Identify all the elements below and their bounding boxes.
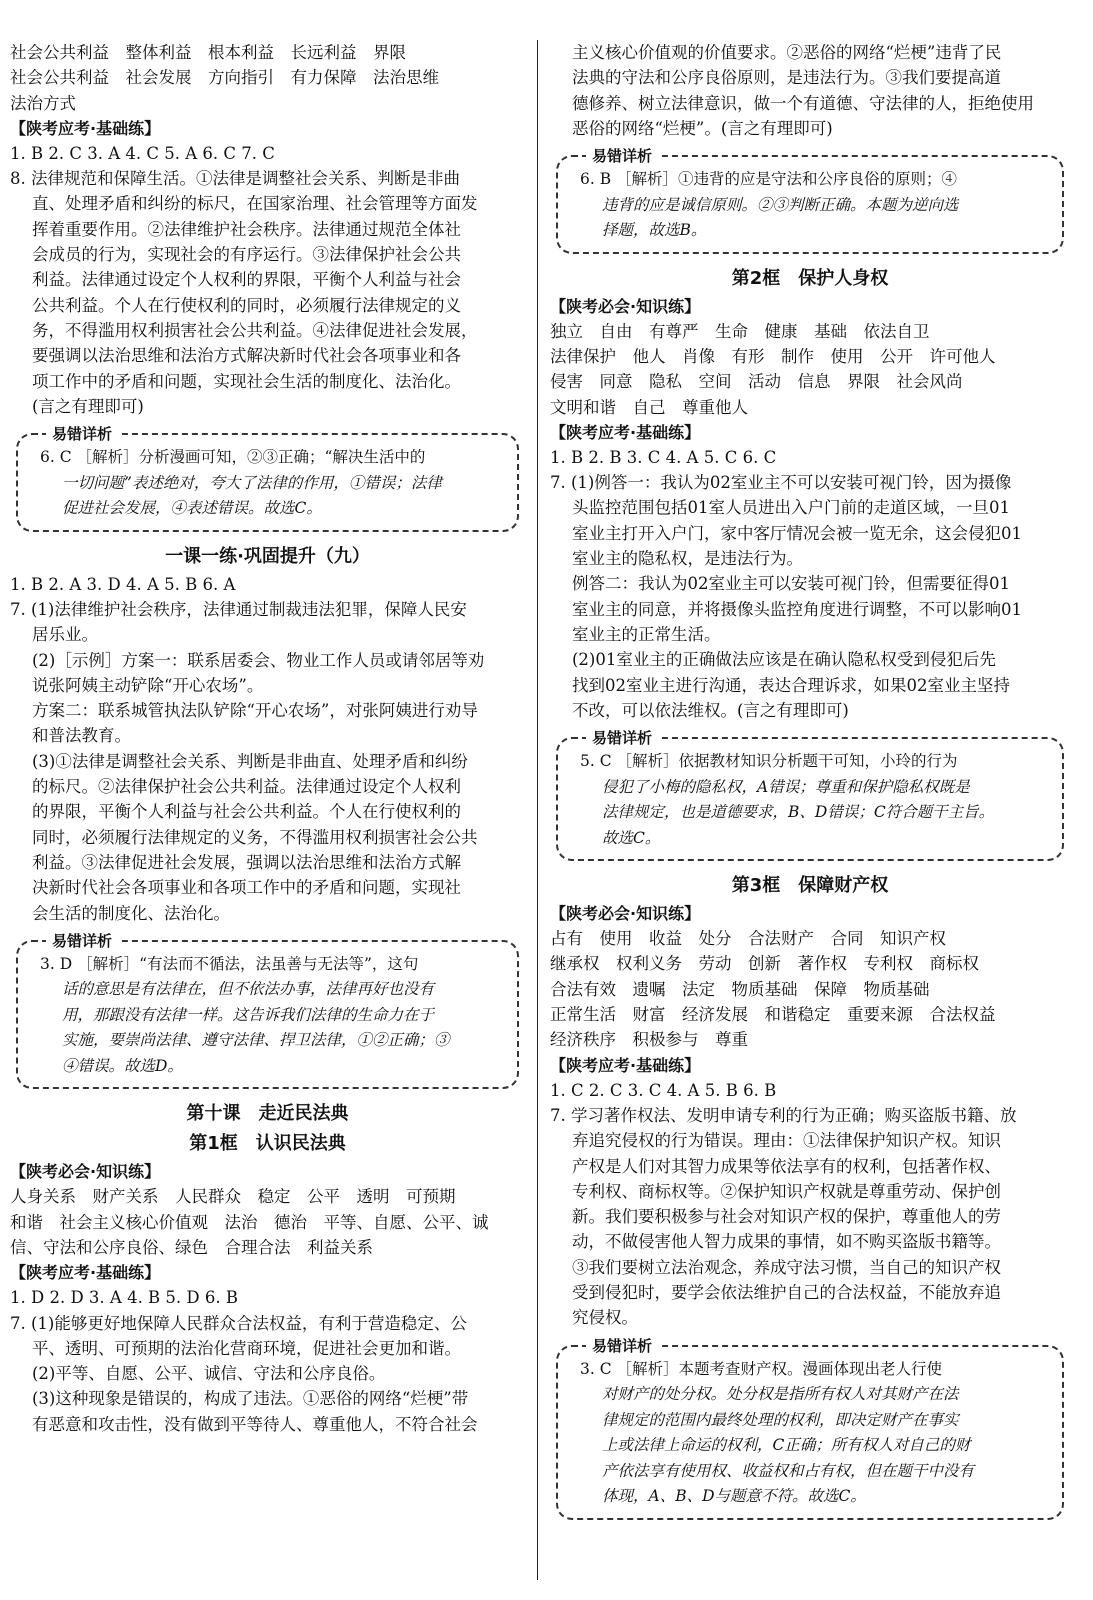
answer-line: 1. B 2. A 3. D 4. A 5. B 6. A [10, 574, 236, 594]
answer-text-line: 找到02室业主进行沟通，表达合理诉求，如果02室业主坚持 [572, 675, 1010, 695]
keyword-line: 人身关系 财产关系 人民群众 稳定 公平 透明 可预期 [10, 1187, 456, 1207]
answer-text-line: 头监控范围包括01室人员进出入户门前的走道区域，一旦01 [572, 498, 1010, 518]
answer-text-line: 务，不得滥用权利损害社会公共利益。④法律促进社会发展， [32, 320, 478, 340]
left-column [10, 40, 525, 1437]
answer-text-line: 的界限，平衡个人利益与社会公共利益。个人在行使权利的 [32, 802, 461, 822]
section-heading: 一课一练·巩固提升（九） [165, 545, 370, 567]
answer-text-line: (2)平等、自愿、公平、诚信、守法和公序良俗。 [32, 1364, 386, 1384]
section-label: 【陕考必会·知识练】 [10, 1162, 161, 1182]
answer-text-line: 新。我们要积极参与社会对知识产权的保护，尊重他人的劳 [572, 1207, 1001, 1227]
box-line: ④错误。故选D。 [62, 1056, 183, 1075]
keyword-line: 继承权 权利义务 劳动 创新 著作权 专利权 商标权 [550, 954, 979, 974]
box-line: 6. B ［解析］①违背的应是守法和公序良俗的原则；④ [580, 170, 958, 189]
section-label: 【陕考应考·基础练】 [550, 422, 701, 442]
box-line: 侵犯了小梅的隐私权，A错误；尊重和保护隐私权既是 [602, 777, 970, 796]
column-divider [537, 40, 538, 1580]
answer-text-line: 弃追究侵权的行为错误。理由：①法律保护知识产权。知识 [572, 1131, 1001, 1151]
box-line: 话的意思是有法律在，但不依法办事，法律再好也没有 [62, 980, 435, 999]
box-line: 法律规定，也是道德要求，B、D错误；C符合题干主旨。 [602, 803, 995, 822]
answer-text-line: 室业主的正常生活。 [572, 624, 721, 644]
box-line: 律规定的范围内最终处理的权利，即决定财产在事实 [602, 1410, 959, 1429]
answer-line: 1. B 2. B 3. C 4. A 5. C 6. C [550, 447, 777, 467]
answer-text-line: (2)01室业主的正确做法应该是在确认隐私权受到侵犯后先 [572, 650, 996, 670]
answer-text-line: (言之有理即可) [32, 396, 144, 416]
answer-text-line: 受到侵犯时，要学会依法维护自己的合法权益，不能放弃追 [572, 1283, 1001, 1302]
box-line: 实施，要崇尚法律、遵守法律、捍卫法律，①②正确；③ [62, 1031, 450, 1050]
answer-text-line: 会成员的行为，实现社会的有序运行。③法律保护社会公共 [32, 245, 461, 265]
keyword-line: 经济秩序 积极参与 尊重 [550, 1030, 748, 1050]
box-line: 用，那跟没有法律一样。这告诉我们法律的生命力在于 [62, 1005, 435, 1024]
answer-text-line: 8. 法律规范和保障生活。①法律是调整社会关系、判断是非曲 [10, 169, 460, 189]
answer-text-line: 究侵权。 [572, 1308, 638, 1328]
answer-text-line: 恶俗的网络“烂梗”。(言之有理即可) [572, 118, 833, 138]
answer-text-line: 不改，可以依法维权。(言之有理即可) [572, 700, 849, 720]
right-column [550, 40, 1070, 1530]
answer-text-line: 平、透明、可预期的法治化营商环境，促进社会更加和谐。 [32, 1338, 461, 1358]
box-title: 易错详析 [586, 145, 658, 166]
lesson-heading: 第十课 走近民法典 [186, 1103, 349, 1125]
error-analysis-box [556, 1336, 1064, 1520]
answer-text-line: 动，不做侵害他人智力成果的事情，如不购买盗版书籍等。 [572, 1232, 1001, 1252]
answer-text-line: 7. (1)例答一：我认为02室业主不可以安装可视门铃，因为摄像 [550, 473, 1012, 493]
section-label: 【陕考应考·基础练】 [10, 1263, 161, 1283]
answer-text-line: 专利权、商标权等。②保护知识产权就是尊重劳动、保护创 [572, 1181, 1001, 1201]
answer-text-line: 决新时代社会各项事业和各项工作中的矛盾和问题，实现社 [32, 878, 461, 898]
answer-text-line: 7. 学习著作权法、发明申请专利的行为正确；购买盗版书籍、放 [550, 1105, 1017, 1125]
frame-heading: 第2框 保护人身权 [731, 267, 889, 289]
answer-text-line: 有恶意和攻击性，没有做到平等待人、尊重他人，不符合社会 [32, 1414, 478, 1434]
answer-line: 1. B 2. C 3. A 4. C 5. A 6. C 7. C [10, 143, 275, 163]
answer-text-line: (3)这种现象是错误的，构成了违法。①恶俗的网络“烂梗”带 [32, 1389, 469, 1409]
answer-text-line: 说张阿姨主动铲除“开心农场”。 [32, 675, 264, 695]
answer-text-line: 会生活的制度化、法治化。 [32, 903, 230, 923]
error-analysis-box [556, 147, 1064, 254]
section-label: 【陕考必会·知识练】 [550, 904, 701, 924]
answer-text-line: 利益。③法律促进社会发展，强调以法治思维和法治方式解 [32, 852, 461, 872]
keyword-line: 独立 自由 有尊严 生命 健康 基础 依法自卫 [550, 321, 930, 341]
box-line: 一切问题”表述绝对，夸大了法律的作用，①错误；法律 [62, 473, 442, 492]
keyword-line: 社会公共利益 社会发展 方向指引 有力保障 法治思维 [10, 68, 439, 88]
box-line: 上或法律上命运的权利，C正确；所有权人对自己的财 [602, 1436, 971, 1455]
keyword-line: 信、守法和公序良俗、绿色 合理合法 利益关系 [10, 1237, 373, 1257]
keyword-line: 法治方式 [10, 93, 76, 113]
frame-heading: 第1框 认识民法典 [189, 1133, 346, 1155]
answer-text-line: 要强调以法治思维和法治方式解决新时代社会各项事业和各 [32, 346, 461, 366]
keyword-line: 侵害 同意 隐私 空间 活动 信息 界限 社会风尚 [550, 372, 963, 392]
box-title: 易错详析 [586, 727, 658, 748]
answer-text-line: 法典的守法和公序良俗原则，是违法行为。③我们要提高道 [572, 68, 1001, 88]
keyword-line: 占有 使用 收益 处分 合法财产 合同 知识产权 [550, 929, 946, 949]
box-title: 易错详析 [46, 423, 118, 444]
keyword-line: 合法有效 遗嘱 法定 物质基础 保障 物质基础 [550, 979, 930, 999]
answer-text-line: 室业主的隐私权，是违法行为。 [572, 549, 803, 569]
error-analysis-box [556, 729, 1064, 861]
keyword-line: 和谐 社会主义核心价值观 法治 德治 平等、自愿、公平、诚 [10, 1212, 489, 1232]
box-line: 6. C ［解析］分析漫画可知，②③正确；“解决生活中的 [40, 448, 426, 467]
box-line: 3. C ［解析］本题考查财产权。漫画体现出老人行使 [580, 1359, 943, 1378]
section-label: 【陕考应考·基础练】 [10, 118, 161, 138]
box-line: 故选C。 [602, 828, 661, 847]
box-line: 对财产的处分权。处分权是指所有权人对其财产在法 [602, 1385, 959, 1404]
answer-text-line: 利益。法律通过设定个人权利的界限，平衡个人利益与社会 [32, 270, 461, 290]
box-title: 易错详析 [586, 1335, 658, 1356]
answer-text-line: 同时，必须履行法律规定的义务，不得滥用权利损害社会公共 [32, 827, 478, 847]
answer-text-line: 项工作中的矛盾和问题，实现社会生活的制度化、法治化。 [32, 371, 461, 391]
answer-text-line: 公共利益。个人在行使权利的同时，必须履行法律规定的义 [32, 295, 461, 315]
answer-text-line: 7. (1)能够更好地保障人民群众合法权益，有利于营造稳定、公 [10, 1313, 467, 1333]
answer-text-line: 室业主打开入户门，家中客厅情况会被一览无余，这会侵犯01 [572, 523, 1022, 543]
frame-heading: 第3框 保障财产权 [731, 875, 889, 897]
answer-text-line: 7. (1)法律维护社会秩序，法律通过制裁违法犯罪，保障人民安 [10, 599, 467, 619]
answer-text-line: ③我们要树立法治观念，养成守法习惯，当自己的知识产权 [572, 1257, 1001, 1277]
keyword-line: 社会公共利益 整体利益 根本利益 长远利益 界限 [10, 43, 406, 62]
keyword-line: 文明和谐 自己 尊重他人 [550, 397, 748, 417]
error-analysis-box [16, 425, 519, 532]
box-line: 5. C ［解析］依据教材知识分析题干可知，小玲的行为 [580, 752, 958, 771]
box-line: 促进社会发展，④表述错误。故选C。 [62, 499, 322, 518]
answer-text-line: 和普法教育。 [32, 726, 131, 746]
answer-text-line: 直、处理矛盾和纠纷的标尺，在国家治理、社会管理等方面发 [32, 194, 478, 214]
answer-text-line: 例答二：我认为02室业主可以安装可视门铃，但需要征得01 [572, 574, 1010, 594]
answer-text-line: 挥着重要作用。②法律维护社会秩序。法律通过规范全体社 [32, 219, 461, 239]
answer-text-line: 居乐业。 [32, 625, 98, 645]
answer-text-line: 的标尺。②法律保护社会公共利益。法律通过设定个人权利 [32, 777, 461, 797]
box-line: 违背的应是诚信原则。②③判断正确。本题为逆向选 [602, 195, 959, 214]
answer-text-line: 产权是人们对其智力成果等依法享有的权利，包括著作权、 [572, 1156, 1001, 1176]
box-title: 易错详析 [46, 930, 118, 951]
section-label: 【陕考必会·知识练】 [550, 296, 701, 316]
answer-line: 1. D 2. D 3. A 4. B 5. D 6. B [10, 1288, 239, 1308]
error-analysis-box [16, 931, 519, 1090]
box-line: 产依法享有使用权、收益权和占有权，但在题干中没有 [602, 1461, 975, 1480]
answer-text-line: (3)①法律是调整社会关系、判断是非曲直、处理矛盾和纠纷 [32, 751, 468, 771]
answer-text-line: (2)［示例］方案一：联系居委会、物业工作人员或请邻居等劝 [32, 650, 485, 670]
answer-text-line: 方案二：联系城管执法队铲除“开心农场”，对张阿姨进行劝导 [32, 701, 478, 721]
section-label: 【陕考应考·基础练】 [550, 1055, 701, 1075]
keyword-line: 法律保护 他人 肖像 有形 制作 使用 公开 许可他人 [550, 346, 996, 366]
answer-text-line: 室业主的同意，并将摄像头监控角度进行调整，不可以影响01 [572, 599, 1022, 619]
box-line: 3. D ［解析］“有法而不循法，法虽善与无法等”，这句 [40, 954, 419, 973]
box-line: 体现，A、B、D与题意不符。故选C。 [602, 1487, 866, 1506]
answer-line: 1. C 2. C 3. C 4. A 5. B 6. B [550, 1080, 777, 1100]
box-line: 择题，故选B。 [602, 221, 707, 240]
answer-text-line: 德修养、树立法律意识，做一个有道德、守法律的人，拒绝使用 [572, 93, 1034, 113]
keyword-line: 正常生活 财富 经济发展 和谐稳定 重要来源 合法权益 [550, 1005, 996, 1025]
answer-text-line: 主义核心价值观的价值要求。②恶俗的网络“烂梗”违背了民 [572, 43, 1002, 62]
